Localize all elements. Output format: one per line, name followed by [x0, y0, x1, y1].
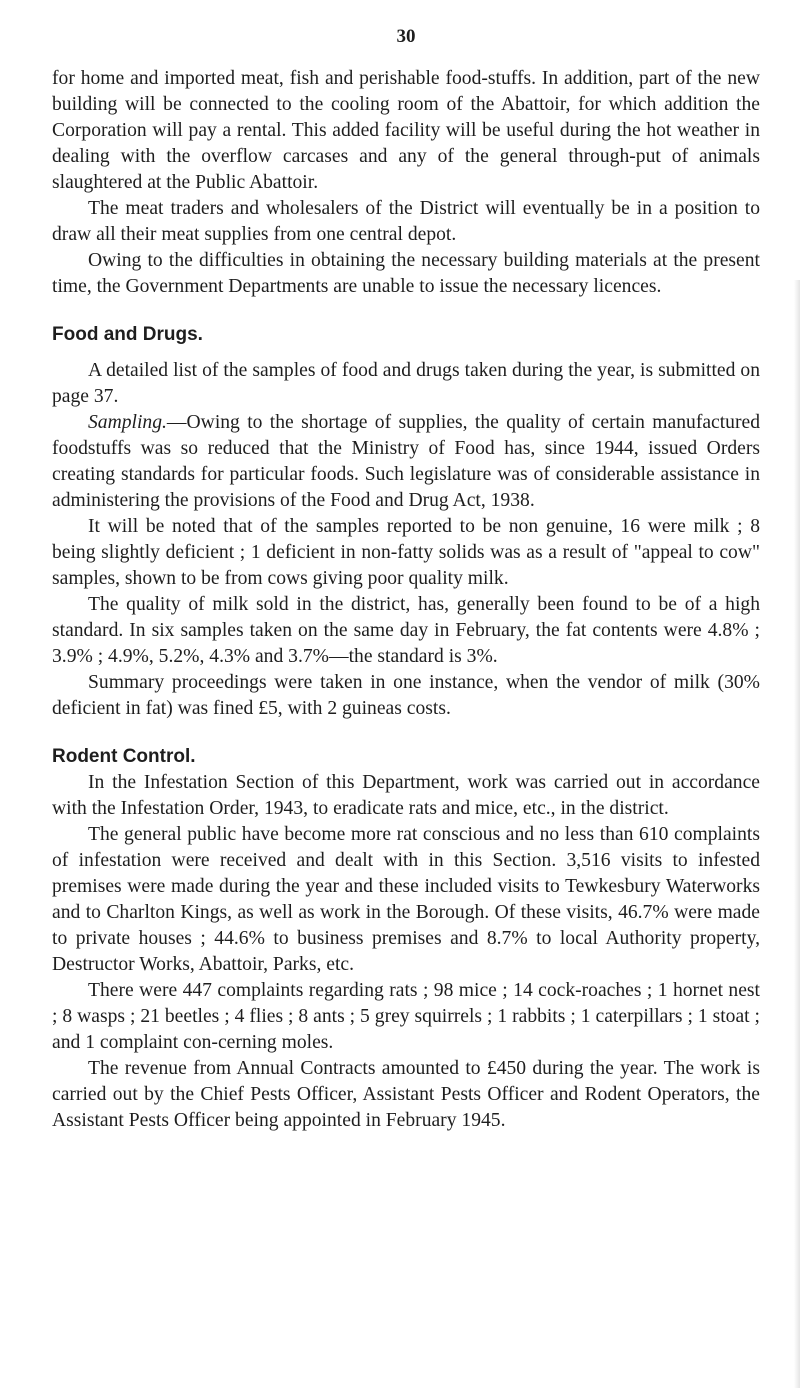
rodent-paragraph-2: The general public have become more rat conscious and no less than 610 complaints of infestation were received and dealt with in this Section. 3,516 visits to infested premises were made during the year and these included visits to Tewkesbury Waterworks and to Charlton Kings, as well as work in the Borough. Of these visits, 46.7% were made to private houses ; 44.6% to business premises and 8.7% to local Authority property, Destructor Works, Abattoir, Parks, etc. — [52, 824, 760, 975]
food-drugs-paragraph-4: The quality of milk sold in the district, has, generally been found to be of a high standard. In six samples taken on the same day in February, the fat contents were 4.8% ; 3.9% ; 4.9%, 5.2%, 4.3% and 3.7%—the standard is 3%. — [52, 594, 760, 667]
page-number: 30 — [396, 26, 416, 47]
food-drugs-paragraph-3: It will be noted that of the samples reported to be non genuine, 16 were milk ; 8 being slightly deficient ; 1 deficient in non-fatty solids was as a result of "appeal to cow" samples, shown to be from cows giving poor quality milk. — [52, 516, 760, 589]
sampling-text: —Owing to the shortage of supplies, the quality of certain manufactured foodstuffs was so reduced that the Ministry of Food has, since 1944, issued Orders creating standards for particular foods. Such legislature was of considerable assistance in administering the provisions of the Food and Drug Act, 1938. — [52, 412, 760, 511]
rodent-paragraph-1: In the Infestation Section of this Department, work was carried out in accordance with the Infestation Order, 1943, to eradicate rats and mice, etc., in the district. — [52, 772, 760, 819]
food-drugs-paragraph-1: A detailed list of the samples of food and drugs taken during the year, is submitted on page 37. — [52, 360, 760, 407]
rodent-paragraph-4: The revenue from Annual Contracts amounted to £450 during the year. The work is carried out by the Chief Pests Officer, Assistant Pests Officer and Rodent Operators, the Assistant Pests Officer being appointed in February 1945. — [52, 1058, 760, 1131]
rodent-paragraph-3: There were 447 complaints regarding rats ; 98 mice ; 14 cock-roaches ; 1 hornet nest ; 8 wasps ; 21 beetles ; 4 flies ; 8 ants ; 5 grey squirrels ; 1 rabbits ; 1 caterpillars ; 1 stoat ; and 1 complaint con-cerning moles. — [52, 980, 760, 1053]
intro-paragraph-3: Owing to the difficulties in obtaining the necessary building materials at the present time, the Government Departments are unable to issue the necessary licences. — [52, 250, 760, 297]
page-edge-shadow — [794, 280, 800, 1388]
intro-paragraph-2: The meat traders and wholesalers of the District will eventually be in a position to draw all their meat supplies from one central depot. — [52, 198, 760, 245]
food-drugs-heading: Food and Drugs. — [52, 324, 203, 345]
rodent-control-heading: Rodent Control. — [52, 746, 196, 767]
document-page — [52, 26, 760, 1134]
food-drugs-paragraph-5: Summary proceedings were taken in one instance, when the vendor of milk (30% deficient in fat) was fined £5, with 2 guineas costs. — [52, 672, 760, 719]
sampling-label: Sampling. — [88, 412, 167, 433]
intro-paragraph-1: for home and imported meat, fish and perishable food-stuffs. In addition, part of the new building will be connected to the cooling room of the Abattoir, for which addition the Corporation will pay a rental. This added facility will be useful during the hot weather in dealing with the overflow carcases and any of the general through-put of animals slaughtered at the Public Abattoir. — [52, 68, 760, 193]
sampling-paragraph — [52, 410, 760, 514]
